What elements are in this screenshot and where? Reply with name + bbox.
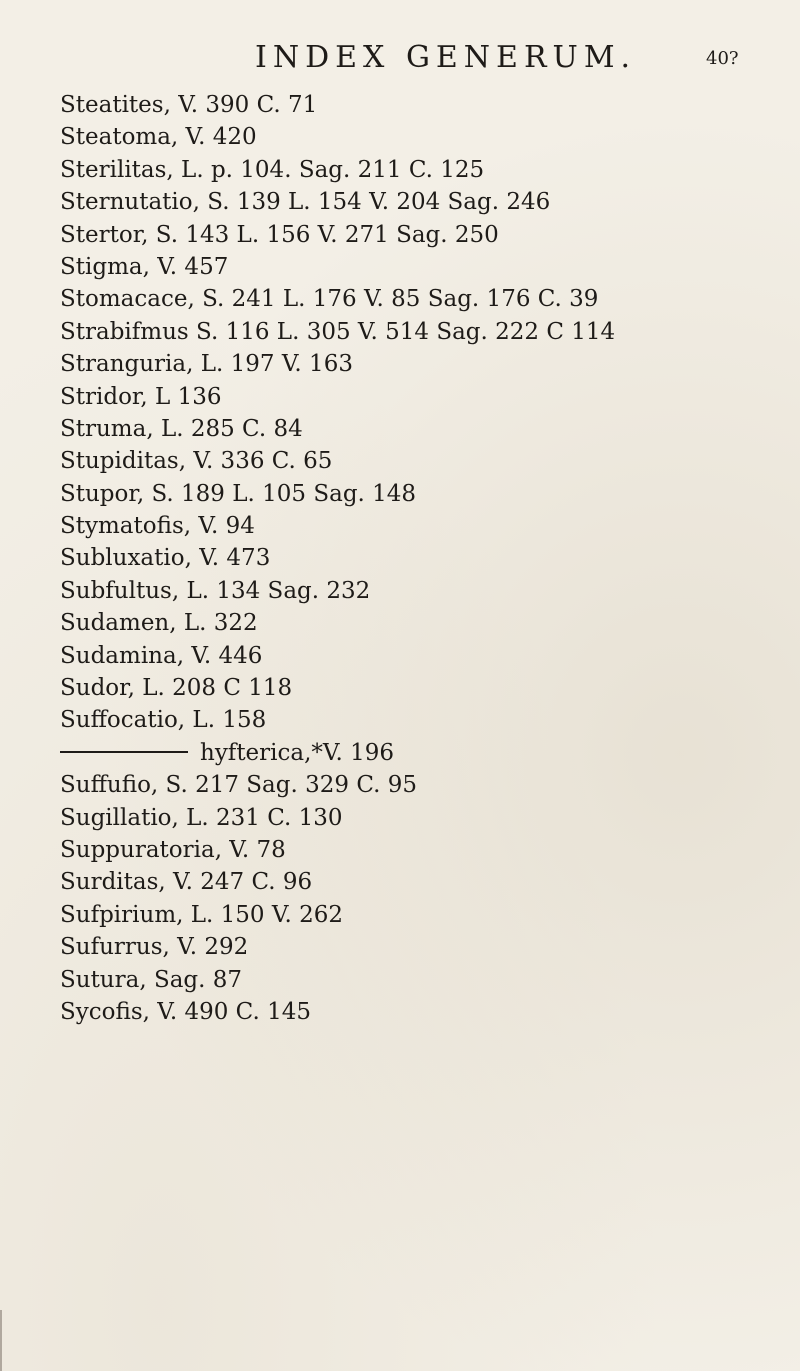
entry-text: Sufurrus, V. 292: [60, 934, 249, 961]
entry-text: Surditas, V. 247 C. 96: [60, 869, 313, 896]
entry-text: Stigma, V. 457: [60, 253, 229, 280]
entry-text: Sudamen, L. 322: [60, 610, 258, 637]
page-title: INDEX GENERUM.: [255, 40, 637, 75]
index-entry: [60, 89, 780, 121]
index-entry: [60, 283, 780, 315]
index-entry: [60, 672, 780, 704]
entry-text: Sufpirium, L. 150 V. 262: [60, 901, 343, 928]
index-entry: [60, 769, 780, 801]
entry-text: Stertor, S. 143 L. 156 V. 271 Sag. 250: [60, 221, 499, 248]
entry-text: Sudamina, V. 446: [60, 642, 263, 669]
index-entry: [60, 802, 780, 834]
entry-text: Sudor, L. 208 C 118: [60, 675, 293, 702]
index-subentry: [60, 737, 780, 769]
entry-text: Subluxatio, V. 473: [60, 545, 271, 572]
index-entry: [60, 154, 780, 186]
entry-text: Stranguria, L. 197 V. 163: [60, 351, 353, 378]
entry-text: Suppuratoria, V. 78: [60, 836, 286, 863]
index-entry: [60, 348, 780, 380]
entry-text: Stridor, L 136: [60, 383, 222, 410]
index-entry: [60, 931, 780, 963]
index-entry: [60, 510, 780, 542]
index-entry: [60, 542, 780, 574]
index-entry: [60, 445, 780, 477]
entry-text: Steatoma, V. 420: [60, 124, 257, 151]
index-entry: [60, 899, 780, 931]
binding-edge-mark: [0, 1310, 16, 1371]
entry-text: Stupiditas, V. 336 C. 65: [60, 448, 333, 475]
entry-text: Struma, L. 285 C. 84: [60, 415, 303, 442]
running-head: [0, 40, 800, 80]
index-entry: [60, 834, 780, 866]
index-entry: [60, 381, 780, 413]
index-entry: [60, 996, 780, 1028]
index-entry: [60, 866, 780, 898]
entry-text: Suffocatio, L. 158: [60, 707, 267, 734]
entry-text: Sternutatio, S. 139 L. 154 V. 204 Sag. 246: [60, 189, 551, 216]
index-list: [60, 89, 780, 1028]
entry-text: Sutura, Sag. 87: [60, 966, 243, 993]
index-entry: [60, 964, 780, 996]
index-entry: [60, 575, 780, 607]
index-entry: [60, 704, 780, 736]
entry-text: Sycofis, V. 490 C. 145: [60, 998, 311, 1025]
entry-text: hyfterica,*V. 196: [200, 739, 395, 766]
entry-text: Steatites, V. 390 C. 71: [60, 92, 318, 118]
entry-text: Strabifmus S. 116 L. 305 V. 514 Sag. 222 C 114: [60, 318, 616, 345]
index-entry: [60, 121, 780, 153]
entry-text: Sterilitas, L. p. 104. Sag. 211 C. 125: [60, 156, 485, 183]
index-entry: [60, 186, 780, 218]
index-entry: [60, 607, 780, 639]
page-number: 40?: [706, 48, 739, 69]
entry-text: Stupor, S. 189 L. 105 Sag. 148: [60, 480, 417, 507]
index-entry: [60, 413, 780, 445]
entry-text: Sugillatio, L. 231 C. 130: [60, 804, 343, 831]
index-entry: [60, 251, 780, 283]
entry-text: Subfultus, L. 134 Sag. 232: [60, 577, 371, 604]
entry-text: Stomacace, S. 241 L. 176 V. 85 Sag. 176 C. 39: [60, 286, 599, 313]
entry-text: Stymatofis, V. 94: [60, 513, 255, 540]
index-entry: [60, 316, 780, 348]
index-entry: [60, 219, 780, 251]
ditto-dash: [60, 751, 188, 753]
index-entry: [60, 478, 780, 510]
entry-text: Suffufio, S. 217 Sag. 329 C. 95: [60, 772, 417, 799]
index-entry: [60, 640, 780, 672]
